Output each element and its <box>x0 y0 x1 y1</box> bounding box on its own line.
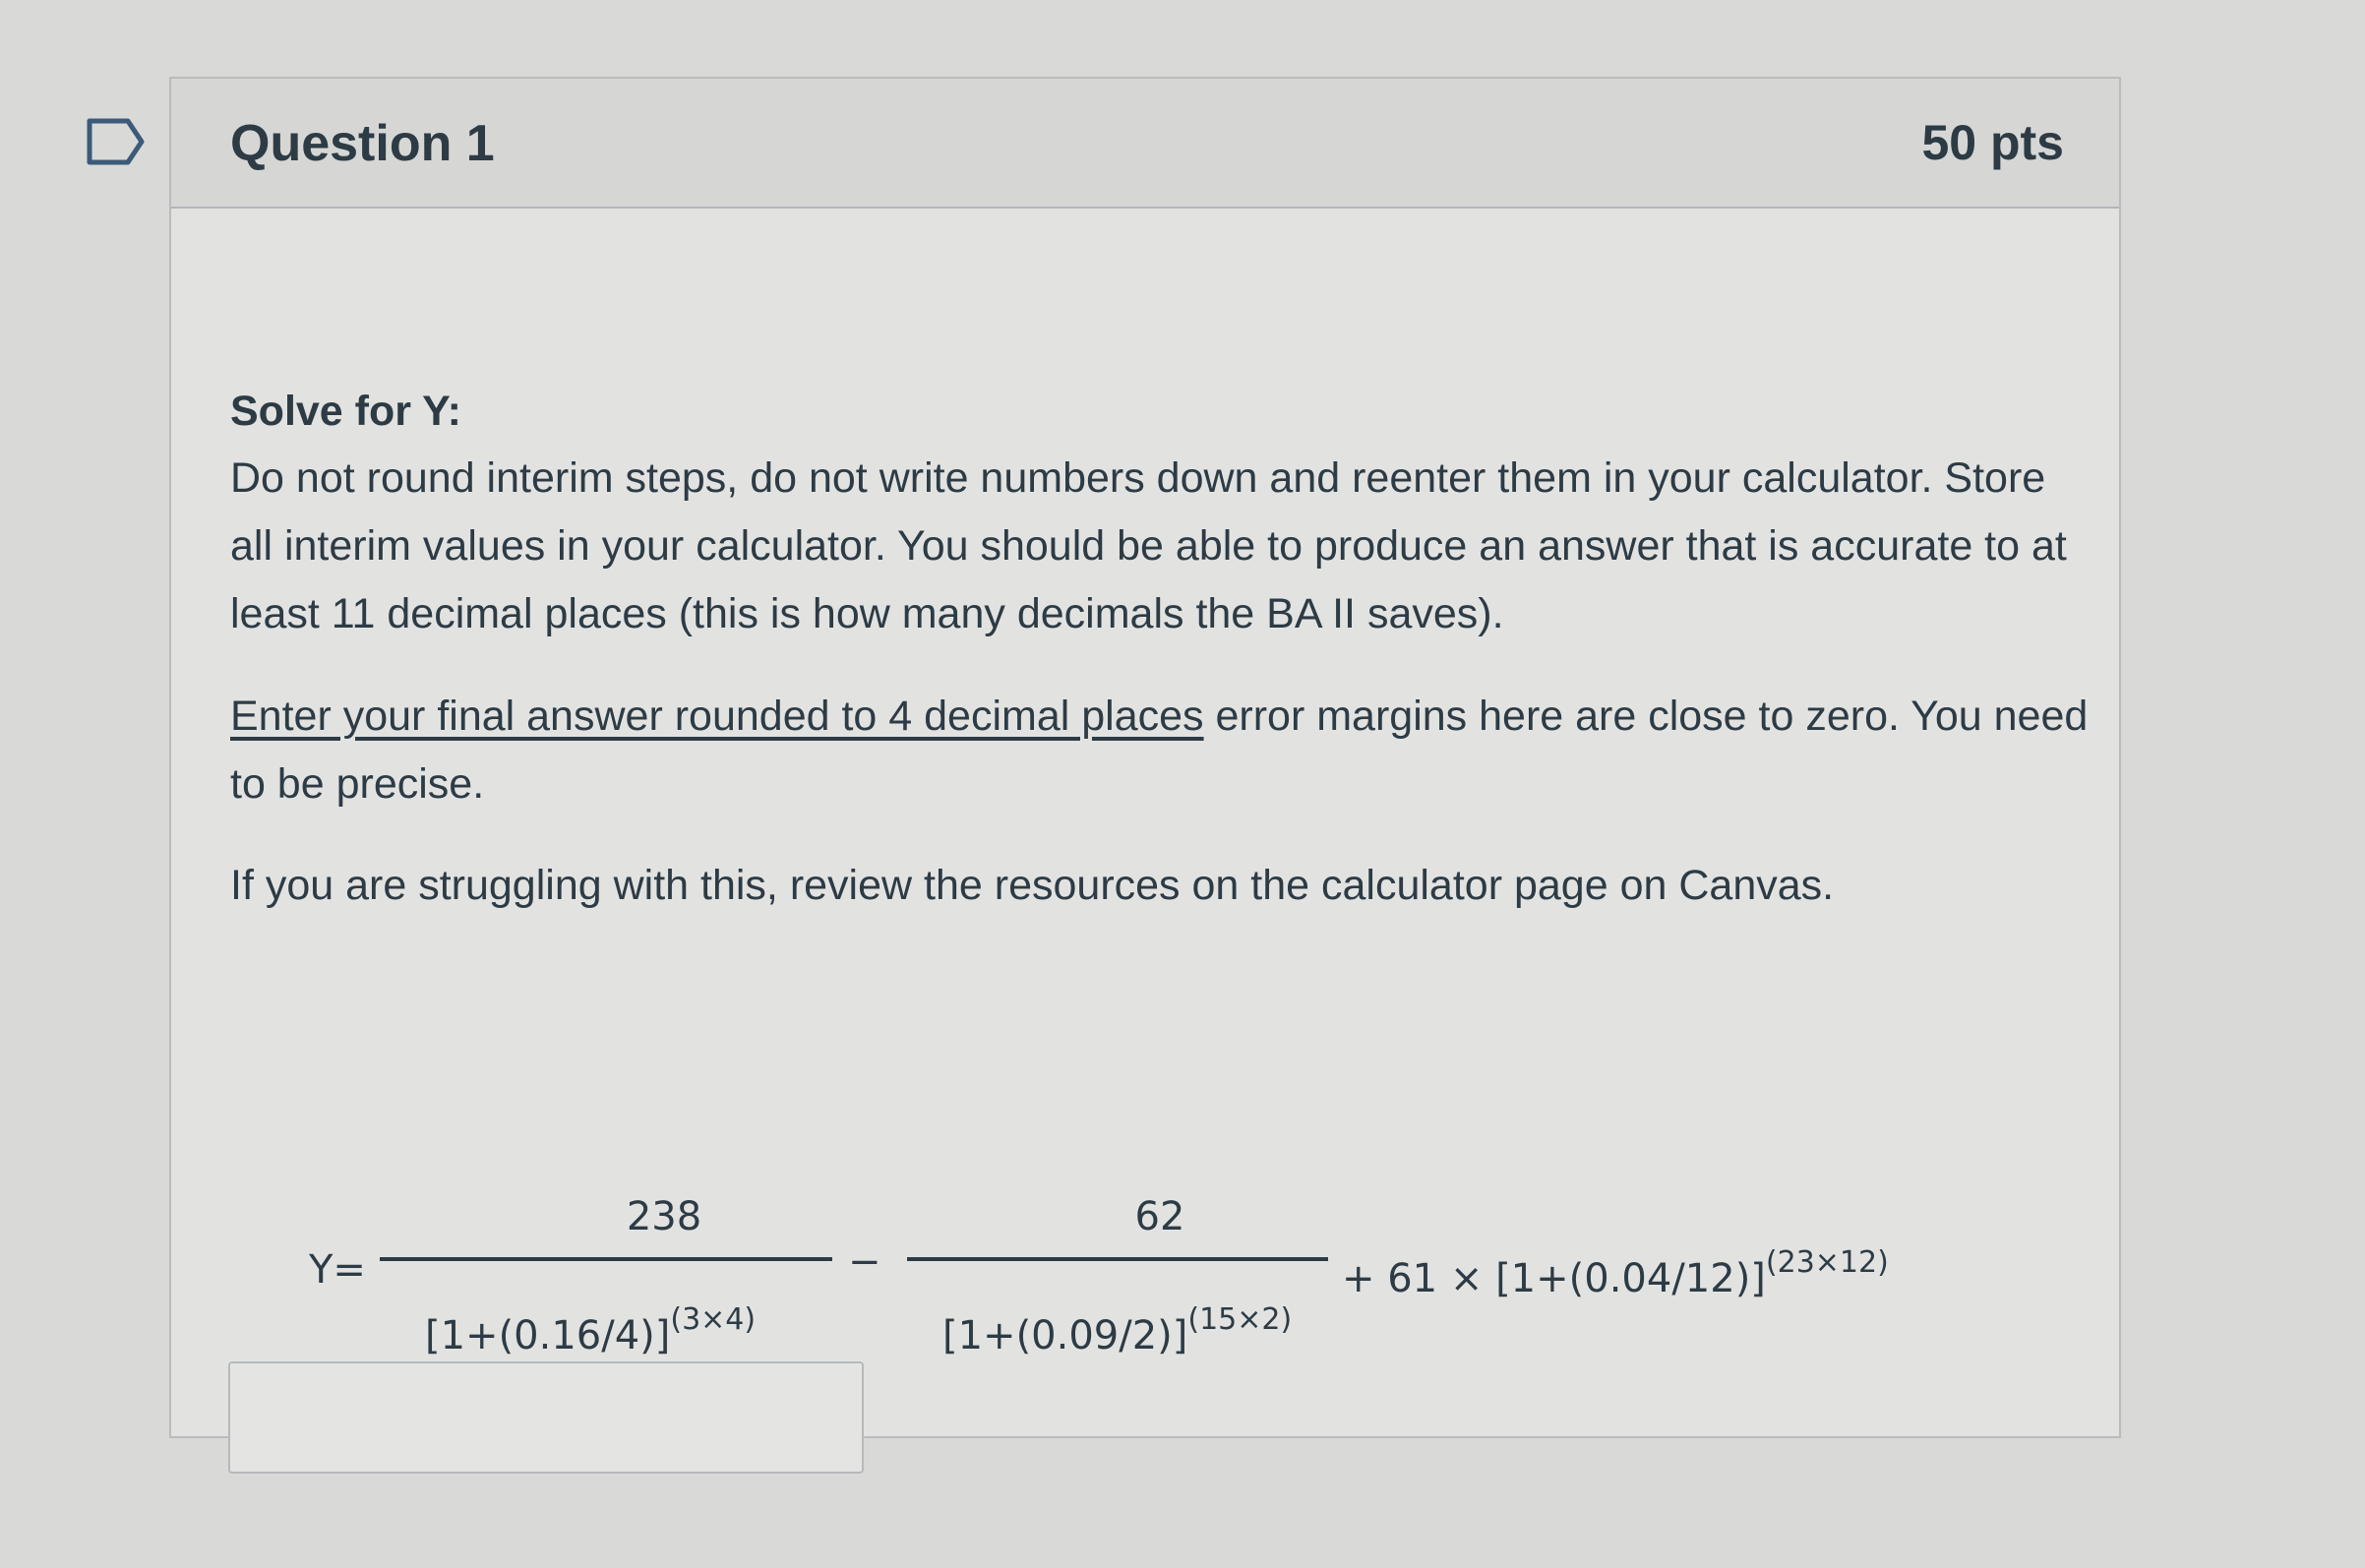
flag-question-icon[interactable] <box>87 118 146 165</box>
question-header <box>171 79 2119 209</box>
term1-fraction-bar <box>380 1257 832 1261</box>
term3-exponent: (23×12) <box>1765 1245 1889 1280</box>
instructions-text: Do not round interim steps, do not write numbers down and reenter them in your calculator. Store all interim values in your calculator. You should be able to produce an answer that is accurate to at least 11 decimal places (this is how many decimals the BA II saves). <box>230 454 2067 637</box>
question-title: Question 1 <box>230 115 495 172</box>
formula <box>309 1096 2080 1358</box>
term3-base: + 61 × [1+(0.04/12)] <box>1342 1256 1766 1301</box>
formula-minus: − <box>848 1239 881 1285</box>
precision-note <box>230 683 2099 818</box>
precision-note-rest: error margins here are close to zero. You need to be precise. <box>230 693 2089 808</box>
answer-input[interactable] <box>228 1361 864 1474</box>
term1-denominator-base: [1+(0.16/4)] <box>425 1313 671 1358</box>
question-points: 50 pts <box>1921 115 2064 170</box>
question-card <box>169 77 2121 1438</box>
solve-label: Solve for Y: <box>230 388 461 435</box>
term1-denominator <box>425 1302 756 1358</box>
formula-lhs: Y= <box>309 1247 366 1293</box>
precision-note-underlined: Enter your final answer rounded to 4 decimal places <box>230 693 1204 740</box>
help-text: If you are struggling with this, review the resources on the calculator page on Canvas. <box>230 862 1835 909</box>
term2-numerator: 62 <box>1134 1194 1185 1239</box>
term1-numerator: 238 <box>626 1194 702 1239</box>
term1-exponent: (3×4) <box>670 1302 757 1337</box>
term2-fraction-bar <box>907 1257 1328 1261</box>
term2-denominator <box>942 1302 1292 1358</box>
term2-denominator-base: [1+(0.09/2)] <box>942 1313 1188 1358</box>
term2-exponent: (15×2) <box>1187 1302 1293 1337</box>
term3 <box>1342 1245 1889 1301</box>
